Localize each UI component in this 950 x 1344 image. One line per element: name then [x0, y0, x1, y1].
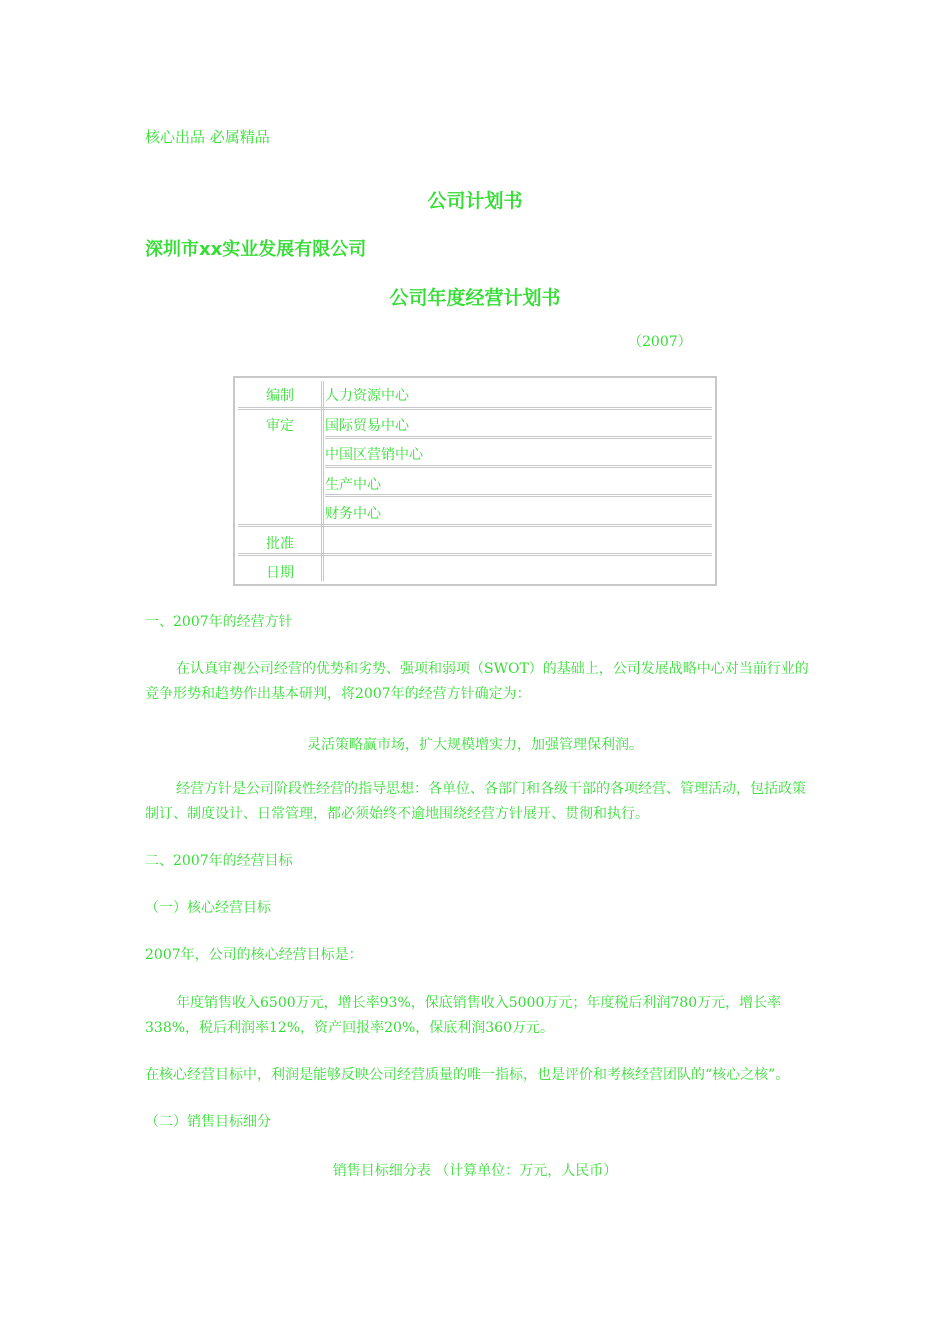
value-compiled: 人力资源中心 — [325, 388, 409, 404]
section-1-paragraph-2: 经营方针是公司阶段性经营的指导思想：各单位、各部门和各级干部的各项经营、管理活动，包括政策制订、制度设计、日常管理，都必须始终不逾地围绕经营方针展开、贯彻和执行。 — [145, 781, 806, 822]
value-reviewer-1: 国际贸易中心 — [325, 418, 409, 434]
document-year: （2007） — [628, 334, 692, 350]
section-1-motto: 灵活策略赢市场，扩大规模增实力，加强管理保利润。 — [307, 737, 643, 753]
section-2-subheading-2: （二）销售目标细分 — [145, 1114, 271, 1130]
value-reviewer-4: 财务中心 — [325, 506, 381, 522]
section-2-intro: 2007年，公司的核心经营目标是： — [145, 947, 363, 963]
section-1-paragraph-1: 在认真审视公司经营的优势和劣势、强项和弱项（SWOT）的基础上，公司发展战略中心对当前行业的竞争形势和趋势作出基本研判，将2007年的经营方针确定为： — [145, 661, 809, 702]
section-2-note: 在核心经营目标中，利润是能够反映公司经营质量的唯一指标，也是评价和考核经营团队的“核心之核”。 — [145, 1067, 790, 1083]
header-tagline: 核心出品 必属精品 — [145, 128, 270, 146]
label-reviewed: 审定 — [266, 418, 294, 434]
label-date: 日期 — [266, 565, 294, 581]
document-title: 公司计划书 — [427, 190, 523, 212]
approval-table — [233, 376, 717, 586]
section-2-targets: 年度销售收入6500万元，增长率93%，保底销售收入5000万元；年度税后利润780万元，增长率338%，税后利润率12%，资产回报率20%，保底利润360万元。 — [145, 995, 782, 1036]
value-reviewer-2: 中国区营销中心 — [325, 447, 423, 463]
label-compiled: 编制 — [266, 388, 294, 404]
table-row — [238, 498, 712, 527]
section-2-subheading-1: （一）核心经营目标 — [145, 900, 271, 916]
table-row — [325, 468, 712, 497]
company-name: 深圳市xx实业发展有限公司 — [145, 239, 367, 260]
section-1-heading: 一、2007年的经营方针 — [145, 614, 293, 630]
value-reviewer-3: 生产中心 — [325, 477, 381, 493]
sales-table-caption: 销售目标细分表 （计算单位：万元，人民币） — [332, 1163, 618, 1179]
document-subtitle: 公司年度经营计划书 — [389, 287, 561, 309]
section-2-heading: 二、2007年的经营目标 — [145, 853, 293, 869]
label-approved: 批准 — [266, 536, 294, 552]
